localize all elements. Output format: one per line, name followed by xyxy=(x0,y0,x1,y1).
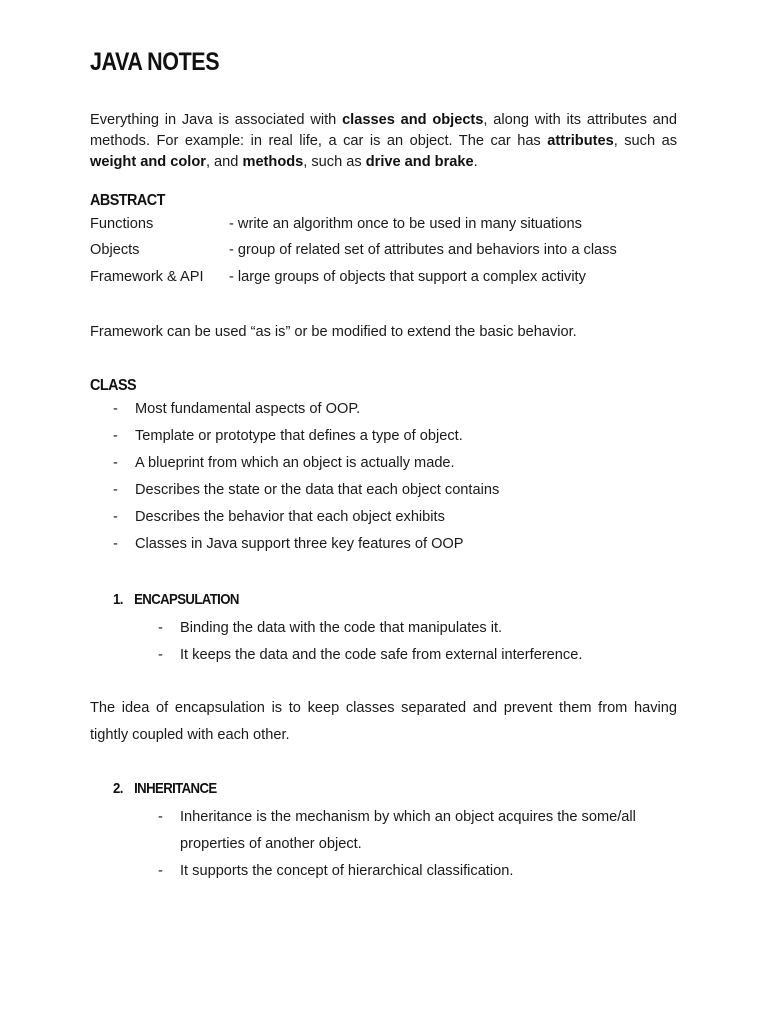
intro-text: Everything in Java is associated with xyxy=(90,112,343,128)
encapsulation-note: The idea of encapsulation is to keep classes separated and prevent them from having tightly coupled with each other. xyxy=(90,700,677,743)
heading-text: ENCAPSULATION xyxy=(134,591,239,608)
intro-bold-classes: classes and objects xyxy=(342,112,484,128)
intro-bold-drive-brake: drive and brake xyxy=(365,154,474,170)
intro-bold-weight-color: weight and color xyxy=(90,154,206,170)
abstract-row xyxy=(90,242,690,262)
intro-bold-attributes: attributes xyxy=(547,133,614,149)
bullet-dash: - xyxy=(113,482,118,498)
list-item-text: It supports the concept of hierarchical classification. xyxy=(180,863,514,879)
heading-text: INHERITANCE xyxy=(134,780,217,797)
abstract-row xyxy=(90,216,690,236)
bullet-dash: - xyxy=(158,863,163,879)
bullet-dash: - xyxy=(113,536,118,552)
list-item-text: It keeps the data and the code safe from external interference. xyxy=(180,647,583,663)
bullet-dash: - xyxy=(158,647,163,663)
list-item-text: A blueprint from which an object is actually made. xyxy=(135,455,455,471)
heading-number: 1. xyxy=(113,591,123,608)
intro-text: , and xyxy=(205,154,243,170)
bullet-dash: - xyxy=(158,809,163,825)
abstract-definition: - write an algorithm once to be used in many situations xyxy=(229,216,582,232)
list-item-text: Classes in Java support three key features of OOP xyxy=(135,536,464,552)
abstract-row xyxy=(90,269,690,289)
heading-number: 2. xyxy=(113,780,123,797)
abstract-term: Functions xyxy=(90,216,154,232)
list-item-text: Describes the behavior that each object exhibits xyxy=(135,509,445,525)
abstract-definition: - group of related set of attributes and behaviors into a class xyxy=(229,242,617,258)
list-item-text: Most fundamental aspects of OOP. xyxy=(135,401,361,417)
abstract-heading: ABSTRACT xyxy=(90,192,165,209)
intro-paragraph xyxy=(90,110,677,173)
page-title: JAVA NOTES xyxy=(90,48,220,76)
list-item-text: Template or prototype that defines a type of object. xyxy=(135,428,463,444)
inheritance-heading xyxy=(113,780,217,797)
bullet-dash: - xyxy=(113,401,118,417)
bullet-dash: - xyxy=(158,620,163,636)
list-item-text: Inheritance is the mechanism by which an object acquires the some/all properties of another object. xyxy=(180,809,636,852)
abstract-note: Framework can be used “as is” or be modified to extend the basic behavior. xyxy=(90,324,577,340)
list-item-text: Describes the state or the data that each object contains xyxy=(135,482,500,498)
encapsulation-heading xyxy=(113,591,239,608)
intro-text: , such as xyxy=(303,154,366,170)
list-item-text: Binding the data with the code that manipulates it. xyxy=(180,620,503,636)
intro-text: , along with its attributes and methods. For example: in real life, a car is an object. The car has xyxy=(90,112,677,149)
intro-text: , such as xyxy=(613,133,677,149)
bullet-dash: - xyxy=(113,455,118,471)
intro-bold-methods: methods xyxy=(242,154,304,170)
abstract-definition: - large groups of objects that support a complex activity xyxy=(229,269,586,285)
bullet-dash: - xyxy=(113,428,118,444)
bullet-dash: - xyxy=(113,509,118,525)
class-heading: CLASS xyxy=(90,377,137,394)
abstract-term: Objects xyxy=(90,242,140,258)
intro-text: . xyxy=(473,154,478,170)
abstract-term: Framework & API xyxy=(90,269,204,285)
